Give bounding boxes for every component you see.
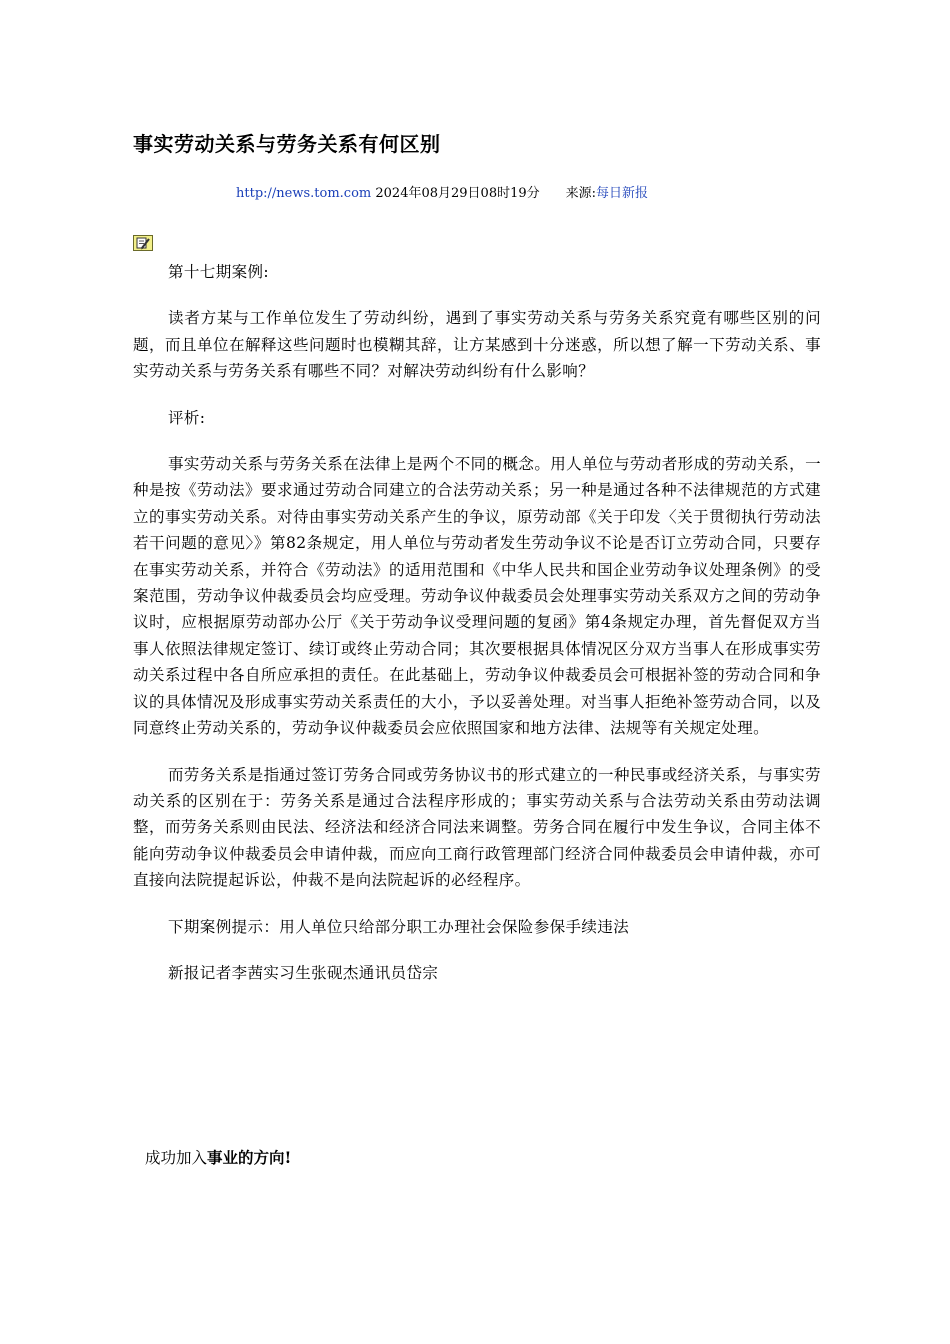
analysis-paragraph-1: 事实劳动关系与劳务关系在法律上是两个不同的概念。用人单位与劳动者形成的劳动关系，一种是按《劳动法》要求通过劳动合同建立的合法劳动关系；另一种是通过各种不法律规范的方式建立的事实劳动关系。对待由事实劳动关系产生的争议，原劳动部《关于印发〈关于贯彻执行劳动法若干问题的意见〉》第82条规定，用人单位与劳动者发生劳动争议不论是否订立劳动合同，只要存在事实劳动关系，并符合《劳动法》的适用范围和《中华人民共和国企业劳动争议处理条例》的受案范围，劳动争议仲裁委员会均应受理。劳动争议仲裁委员会处理事实劳动关系双方之间的劳动争议时，应根据原劳动部办公厅《关于劳动争议受理问题的复函》第4条规定办理，首先督促双方当事人依照法律规定签订、续订或终止劳动合同；其次要根据具体情况区分双方当事人在形成事实劳动关系过程中各自所应承担的责任。在此基础上，劳动争议仲裁委员会可根据补签的劳动合同和争议的具体情况及形成事实劳动关系责任的大小，予以妥善处理。对当事人拒绝补签劳动合同，以及同意终止劳动关系的，劳动争议仲裁委员会应依照国家和地方法律、法规等有关规定处理。 <box>133 455 821 738</box>
source-url-link[interactable]: http://news.tom.com <box>236 186 372 201</box>
source-label: 来源: <box>565 186 597 201</box>
article-meta <box>236 182 648 201</box>
source-name-link[interactable]: 每日新报 <box>596 186 649 201</box>
article-title: 事实劳动关系与劳务关系有何区别 <box>133 132 441 156</box>
case-question-paragraph: 读者方某与工作单位发生了劳动纠纷，遇到了事实劳动关系与劳务关系究竟有哪些区别的问题，而且单位在解释这些问题时也模糊其辞，让方某感到十分迷惑，所以想了解一下劳动关系、事实劳动关系与劳务关系有哪些不同？对解决劳动纠纷有什么影响？ <box>133 309 821 381</box>
analysis-paragraph-2: 而劳务关系是指通过签订劳务合同或劳务协议书的形式建立的一种民事或经济关系，与事实劳动关系的区别在于：劳务关系是通过合法程序形成的；事实劳动关系与合法劳动关系由劳动法调整，而劳务关系则由民法、经济法和经济合同法来调整。劳务合同在履行中发生争议，合同主体不能向劳动争议仲裁委员会申请仲裁，而应向工商行政管理部门经济合同仲裁委员会申请仲裁，亦可直接向法院提起诉讼，仲裁不是向法院起诉的必经程序。 <box>133 765 821 890</box>
byline: 新报记者李茜实习生张砚杰通讯员岱宗 <box>168 963 439 982</box>
publish-datetime: 2024年08月29日08时19分 <box>375 186 540 201</box>
footer-prefix: 成功加入 <box>145 1149 208 1167</box>
analysis-heading: 评析: <box>168 408 206 427</box>
pencil-note-icon <box>133 235 153 251</box>
article-body <box>133 259 821 986</box>
next-case-hint: 下期案例提示：用人单位只给部分职工办理社会保险参保手续违法 <box>168 917 630 936</box>
footer-emphasis: 事业的方向! <box>207 1148 292 1167</box>
case-number: 第十七期案例: <box>168 263 270 281</box>
footer-slogan <box>145 1146 291 1168</box>
